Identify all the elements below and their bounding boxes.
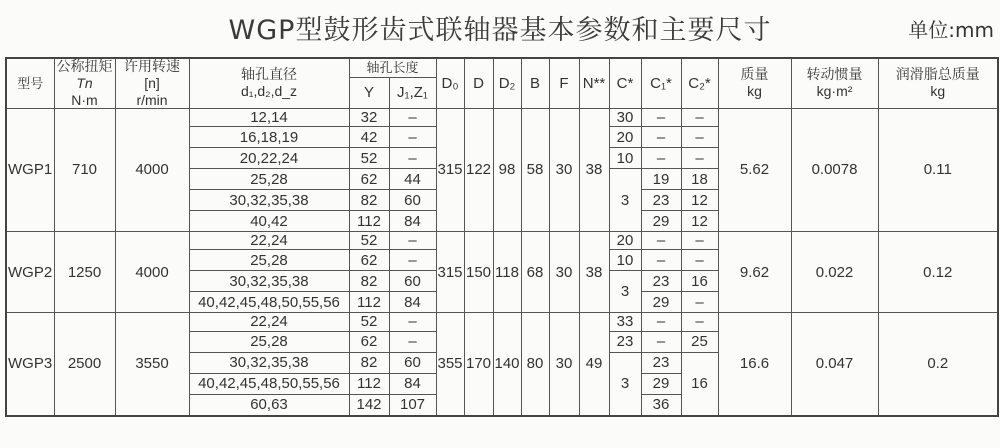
c2-cell: 16 (681, 352, 718, 416)
y-cell: 112 (349, 211, 389, 232)
b-cell: 68 (521, 232, 549, 313)
c2-cell: – (681, 232, 718, 250)
y-cell: 82 (349, 190, 389, 211)
bore-diameter-cell: 16,18,19 (189, 127, 349, 148)
bore-diameter-cell: 12,14 (189, 108, 349, 126)
bore-diameter-cell: 30,32,35,38 (189, 271, 349, 292)
speed-cell: 4000 (115, 232, 189, 313)
c2-cell: 25 (681, 331, 718, 352)
inertia-cell: 0.0078 (791, 108, 878, 231)
c1-cell: – (641, 108, 681, 126)
c-cell: 3 (609, 352, 641, 416)
col-inertia: 转动惯量 kg·m² (791, 58, 878, 108)
col-d2: D₂ (493, 58, 521, 108)
c1-cell: 19 (641, 169, 681, 190)
torque-cell: 2500 (54, 313, 115, 416)
table-row (6, 108, 998, 126)
y-cell: 142 (349, 394, 389, 416)
col-n: N** (579, 58, 609, 108)
torque-cell: 710 (54, 108, 115, 231)
c-cell: 23 (609, 331, 641, 352)
table-row (6, 232, 998, 250)
d0-cell: 355 (436, 313, 464, 416)
d0-cell: 315 (436, 108, 464, 231)
j1z1-cell: – (389, 250, 436, 271)
j1z1-cell: 60 (389, 271, 436, 292)
c1-cell: – (641, 127, 681, 148)
bore-diameter-cell: 60,63 (189, 394, 349, 416)
j1z1-cell: – (389, 313, 436, 331)
c2-cell: – (681, 313, 718, 331)
bore-diameter-cell: 25,28 (189, 250, 349, 271)
j1z1-cell: 44 (389, 169, 436, 190)
col-c: C* (609, 58, 641, 108)
c1-cell: 36 (641, 394, 681, 416)
grease-cell: 0.12 (878, 232, 998, 313)
mass-cell: 16.6 (718, 313, 791, 416)
j1z1-cell: 60 (389, 352, 436, 373)
col-d0: D₀ (436, 58, 464, 108)
mass-cell: 9.62 (718, 232, 791, 313)
c1-cell: – (641, 331, 681, 352)
c1-cell: 29 (641, 373, 681, 394)
j1z1-cell: – (389, 232, 436, 250)
bore-diameter-cell: 25,28 (189, 169, 349, 190)
c1-cell: – (641, 313, 681, 331)
bore-diameter-cell: 22,24 (189, 232, 349, 250)
n-cell: 38 (579, 108, 609, 231)
col-b: B (521, 58, 549, 108)
c1-cell: – (641, 148, 681, 169)
d2-cell: 98 (493, 108, 521, 231)
speed-cell: 4000 (115, 108, 189, 231)
bore-diameter-cell: 30,32,35,38 (189, 352, 349, 373)
col-torque: 公称扭矩 Tn N·m (54, 58, 115, 108)
col-j1z1: J₁,Z₁ (389, 77, 436, 108)
c-cell: 30 (609, 108, 641, 126)
y-cell: 52 (349, 232, 389, 250)
j1z1-cell: – (389, 108, 436, 126)
col-mass: 质量 kg (718, 58, 791, 108)
bore-diameter-cell: 30,32,35,38 (189, 190, 349, 211)
c1-cell: – (641, 232, 681, 250)
b-cell: 80 (521, 313, 549, 416)
j1z1-cell: – (389, 127, 436, 148)
c1-cell: 29 (641, 292, 681, 313)
col-c1: C₁* (641, 58, 681, 108)
y-cell: 32 (349, 108, 389, 126)
c-cell: 10 (609, 250, 641, 271)
j1z1-cell: 107 (389, 394, 436, 416)
col-f: F (549, 58, 579, 108)
bore-diameter-cell: 25,28 (189, 331, 349, 352)
col-bore-length: 轴孔长度 (349, 58, 436, 77)
grease-cell: 0.2 (878, 313, 998, 416)
y-cell: 62 (349, 250, 389, 271)
unit-label: 单位:mm (908, 18, 994, 42)
bore-diameter-cell: 22,24 (189, 313, 349, 331)
y-cell: 112 (349, 373, 389, 394)
c2-cell: 12 (681, 211, 718, 232)
d0-cell: 315 (436, 232, 464, 313)
y-cell: 82 (349, 352, 389, 373)
col-c2: C₂* (681, 58, 718, 108)
j1z1-cell: – (389, 148, 436, 169)
j1z1-cell: 84 (389, 292, 436, 313)
c-cell: 10 (609, 148, 641, 169)
d-cell: 150 (464, 232, 493, 313)
c-cell: 20 (609, 232, 641, 250)
page-title: WGP型鼓形齿式联轴器基本参数和主要尺寸 (228, 15, 772, 46)
c1-cell: – (641, 250, 681, 271)
c-cell: 20 (609, 127, 641, 148)
y-cell: 62 (349, 169, 389, 190)
bore-diameter-cell: 40,42 (189, 211, 349, 232)
y-cell: 112 (349, 292, 389, 313)
col-grease: 润滑脂总质量 kg (878, 58, 998, 108)
c1-cell: 23 (641, 352, 681, 373)
c-cell: 33 (609, 313, 641, 331)
c2-cell: 12 (681, 190, 718, 211)
c2-cell: – (681, 250, 718, 271)
c-cell: 3 (609, 169, 641, 232)
d2-cell: 140 (493, 313, 521, 416)
f-cell: 30 (549, 108, 579, 231)
y-cell: 62 (349, 331, 389, 352)
y-cell: 52 (349, 313, 389, 331)
inertia-cell: 0.047 (791, 313, 878, 416)
d2-cell: 118 (493, 232, 521, 313)
c1-cell: 23 (641, 271, 681, 292)
col-y: Y (349, 77, 389, 108)
c2-cell: – (681, 292, 718, 313)
j1z1-cell: 84 (389, 373, 436, 394)
d-cell: 170 (464, 313, 493, 416)
y-cell: 52 (349, 148, 389, 169)
n-cell: 38 (579, 232, 609, 313)
col-model: 型号 (6, 58, 54, 108)
col-bore-diameter: 轴孔直径 d₁,d₂,d_z (189, 58, 349, 108)
c2-cell: – (681, 127, 718, 148)
model-cell: WGP2 (6, 232, 54, 313)
model-cell: WGP3 (6, 313, 54, 416)
y-cell: 42 (349, 127, 389, 148)
mass-cell: 5.62 (718, 108, 791, 231)
bore-diameter-cell: 20,22,24 (189, 148, 349, 169)
table-row (6, 313, 998, 331)
coupling-spec-table (5, 57, 999, 417)
bore-diameter-cell: 40,42,45,48,50,55,56 (189, 292, 349, 313)
grease-cell: 0.11 (878, 108, 998, 231)
torque-cell: 1250 (54, 232, 115, 313)
c1-cell: 23 (641, 190, 681, 211)
speed-cell: 3550 (115, 313, 189, 416)
j1z1-cell: 60 (389, 190, 436, 211)
c2-cell: 18 (681, 169, 718, 190)
c2-cell: – (681, 108, 718, 126)
c2-cell: – (681, 148, 718, 169)
n-cell: 49 (579, 313, 609, 416)
f-cell: 30 (549, 232, 579, 313)
c-cell: 3 (609, 271, 641, 313)
d-cell: 122 (464, 108, 493, 231)
col-speed: 许用转速 [n] r/min (115, 58, 189, 108)
y-cell: 82 (349, 271, 389, 292)
c2-cell: 16 (681, 271, 718, 292)
c1-cell: 29 (641, 211, 681, 232)
j1z1-cell: – (389, 331, 436, 352)
model-cell: WGP1 (6, 108, 54, 231)
f-cell: 30 (549, 313, 579, 416)
j1z1-cell: 84 (389, 211, 436, 232)
bore-diameter-cell: 40,42,45,48,50,55,56 (189, 373, 349, 394)
b-cell: 58 (521, 108, 549, 231)
col-d: D (464, 58, 493, 108)
inertia-cell: 0.022 (791, 232, 878, 313)
